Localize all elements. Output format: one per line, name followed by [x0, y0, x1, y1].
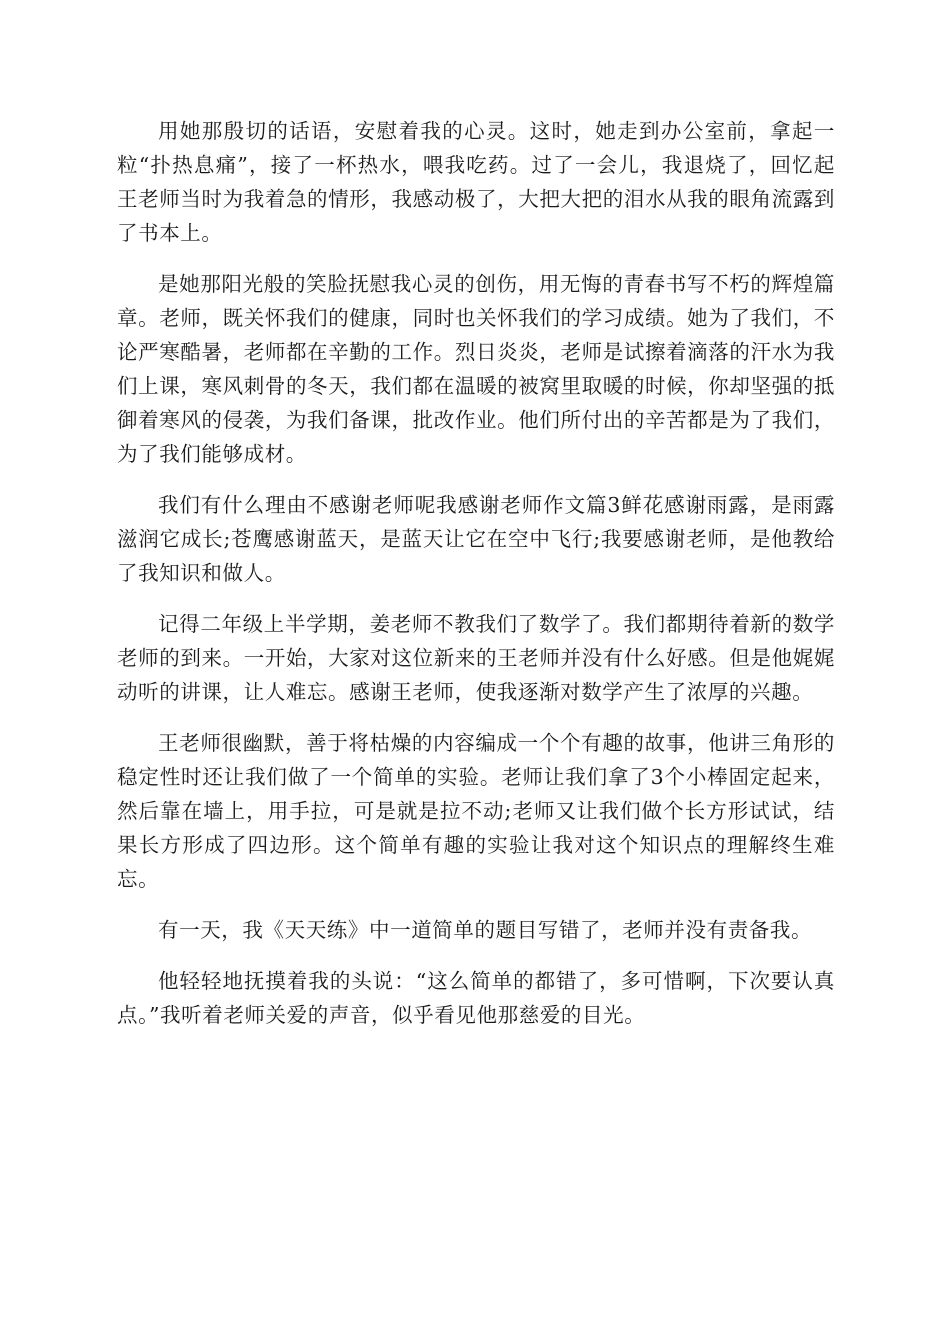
paragraph-5: 王老师很幽默，善于将枯燥的内容编成一个个有趣的故事，他讲三角形的稳定性时还让我们做了一个简单的实验。老师让我们拿了3个小棒固定起来，然后靠在墙上，用手拉，可是就是拉不动;老师又让我们做个长方形试试，结果长方形成了四边形。这个简单有趣的实验让我对这个知识点的理解终生难忘。	[117, 731, 835, 891]
document-body	[117, 114, 835, 1049]
paragraph-4: 记得二年级上半学期，姜老师不教我们了数学了。我们都期待着新的数学老师的到来。一开始，大家对这位新来的王老师并没有什么好感。但是他娓娓动听的讲课，让人难忘。感谢王老师，使我逐渐对数学产生了浓厚的兴趣。	[117, 612, 835, 704]
paragraph-1: 用她那殷切的话语，安慰着我的心灵。这时，她走到办公室前，拿起一粒“扑热息痛”，接了一杯热水，喂我吃药。过了一会儿，我退烧了，回忆起王老师当时为我着急的情形，我感动极了，大把大把的泪水从我的眼角流露到了书本上。	[117, 119, 835, 245]
paragraph-2: 是她那阳光般的笑脸抚慰我心灵的创伤，用无悔的青春书写不朽的辉煌篇章。老师，既关怀我们的健康，同时也关怀我们的学习成绩。她为了我们，不论严寒酷暑，老师都在辛勤的工作。烈日炎炎，老师是试擦着滴落的汗水为我们上课，寒风刺骨的冬天，我们都在温暖的被窝里取暖的时候，你却坚强的抵御着寒风的侵袭，为我们备课，批改作业。他们所付出的辛苦都是为了我们，为了我们能够成材。	[117, 272, 835, 466]
paragraph-7: 他轻轻地抚摸着我的头说：“这么简单的都错了，多可惜啊，下次要认真点。”我听着老师关爱的声音，似乎看见他那慈爱的目光。	[117, 969, 835, 1027]
paragraph-6: 有一天，我《天天练》中一道简单的题目写错了，老师并没有责备我。	[158, 918, 813, 942]
paragraph-3: 我们有什么理由不感谢老师呢我感谢老师作文篇3鲜花感谢雨露，是雨露滋润它成长;苍鹰感谢蓝天，是蓝天让它在空中飞行;我要感谢老师，是他教给了我知识和做人。	[117, 493, 835, 585]
